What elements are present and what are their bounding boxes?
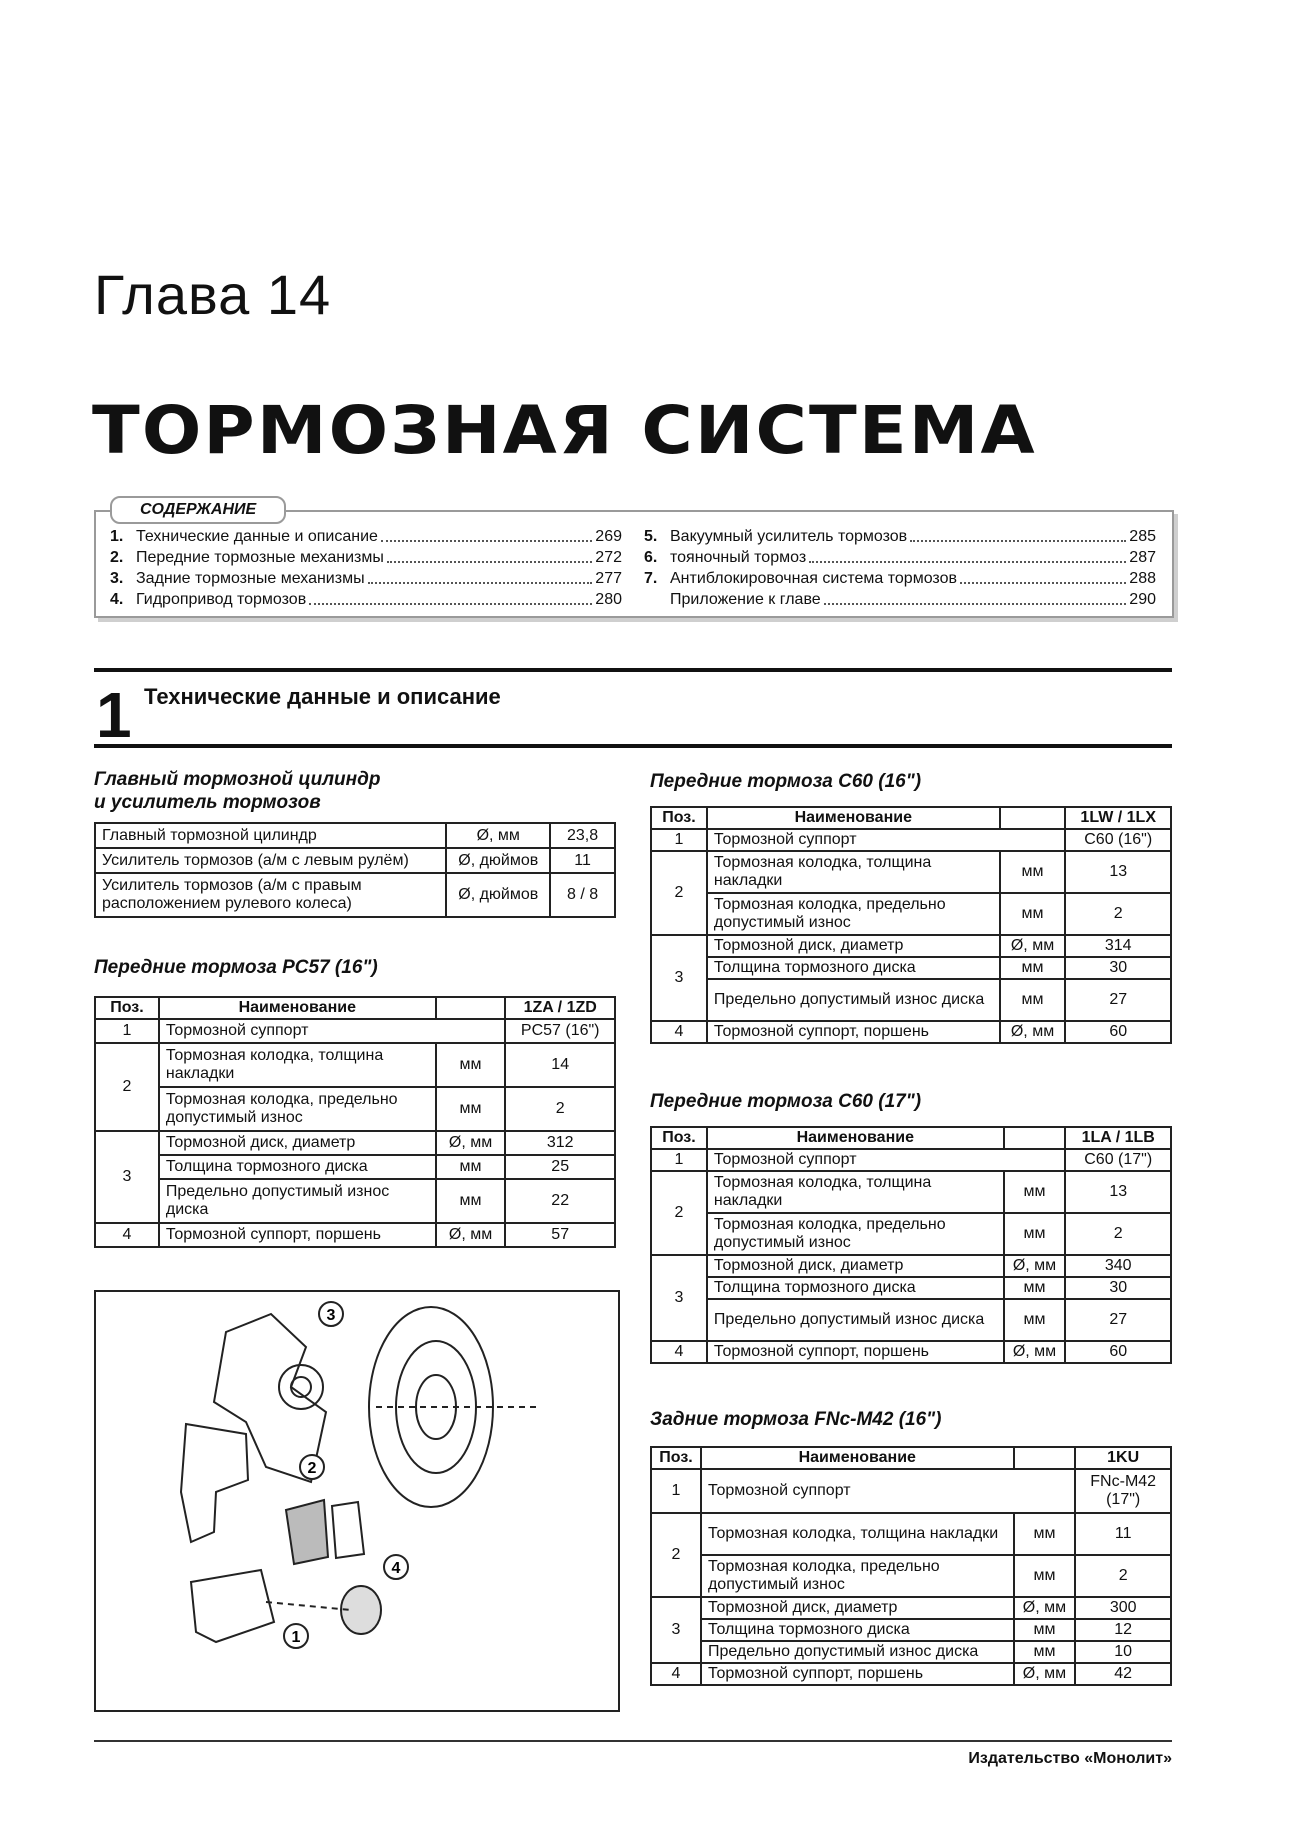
toc-left-column bbox=[110, 526, 622, 610]
publisher: Издательство «Монолит» bbox=[968, 1750, 1172, 1767]
footer-rule bbox=[94, 1740, 1172, 1742]
table-row: Главный тормозной цилиндр Ø, мм 23,8 bbox=[95, 823, 615, 848]
toc-item[interactable]: 4. Гидропривод тормозов 280 bbox=[110, 591, 622, 608]
toc-item[interactable]: Приложение к главе 290 bbox=[670, 591, 1156, 608]
c60-17-heading: Передние тормоза C60 (17") bbox=[650, 1091, 922, 1112]
pc57-heading: Передние тормоза PC57 (16") bbox=[94, 957, 378, 978]
toc-item[interactable]: 3. Задние тормозные механизмы 277 bbox=[110, 570, 622, 587]
pc57-table: Поз. Наименование 1ZA / 1ZD 1 Тормозной суппорт PC57 (16") 2 Тормозная колодка, толщина накладки мм 14 Тормозная колодка, предельно допустимый износ мм 2 3 Тормозной диск, диаметр Ø, мм 312 Толщина тормозного диска мм 25 Предельно допустимый износ диска мм 22 4 Тормозной суппорт, поршень Ø, мм 57 bbox=[94, 996, 616, 1248]
section-title: Технические данные и описание bbox=[144, 684, 501, 709]
brake-pad-shape bbox=[332, 1502, 364, 1558]
table-header-row: Поз. Наименование 1LA / 1LB bbox=[651, 1127, 1171, 1149]
toc-item[interactable]: 7. Антиблокировочная система тормозов 288 bbox=[644, 570, 1156, 587]
rear-brakes-heading: Задние тормоза FNc-M42 (16") bbox=[650, 1409, 942, 1430]
section-bottom-rule bbox=[94, 744, 1172, 748]
brake-exploded-view bbox=[96, 1292, 618, 1710]
callout-1-label: 1 bbox=[291, 1629, 301, 1646]
table-row: Усилитель тормозов (а/м с правым расположением рулевого колеса) Ø, дюймов 8 / 8 bbox=[95, 873, 615, 917]
table-of-contents bbox=[94, 501, 1174, 618]
c60-16-table: Поз. Наименование 1LW / 1LX 1 Тормозной суппорт C60 (16") 2 Тормозная колодка, толщина накладки мм 13 Тормозная колодка, предельно допустимый износ мм 2 3 Тормозной диск, диаметр Ø, мм 314 Толщина тормозного диска мм 30 Предельно допустимый износ диска мм 27 4 Тормозной суппорт, поршень Ø, мм 60 bbox=[650, 806, 1172, 1044]
chapter-title: ТОРМОЗНАЯ СИСТЕМА bbox=[92, 392, 1037, 469]
toc-item[interactable]: 6. тояночный тормоз 287 bbox=[644, 549, 1156, 566]
table-header-row: Поз. Наименование 1ZA / 1ZD bbox=[95, 997, 615, 1019]
master-cylinder-heading: Главный тормозной цилиндр и усилитель тормозов bbox=[94, 769, 381, 813]
callout-3-label: 3 bbox=[326, 1307, 336, 1324]
callout-2-label: 2 bbox=[307, 1460, 317, 1477]
brake-assembly-diagram bbox=[94, 1290, 620, 1712]
c60-17-table: Поз. Наименование 1LA / 1LB 1 Тормозной суппорт C60 (17") 2 Тормозная колодка, толщина накладки мм 13 Тормозная колодка, предельно допустимый износ мм 2 3 Тормозной диск, диаметр Ø, мм 340 Толщина тормозного диска мм 30 Предельно допустимый износ диска мм 27 4 Тормозной суппорт, поршень Ø, мм 60 bbox=[650, 1126, 1172, 1364]
caliper-body-shape bbox=[191, 1570, 274, 1642]
chapter-label: Глава 14 bbox=[94, 263, 332, 326]
toc-item[interactable]: 2. Передние тормозные механизмы 272 bbox=[110, 549, 622, 566]
toc-right-column bbox=[644, 526, 1156, 610]
caliper-bracket-shape bbox=[181, 1424, 248, 1542]
hub-shape bbox=[279, 1365, 323, 1409]
toc-label: СОДЕРЖАНИЕ bbox=[110, 496, 286, 524]
toc-item[interactable]: 5. Вакуумный усилитель тормозов 285 bbox=[644, 528, 1156, 545]
master-cylinder-table bbox=[94, 822, 616, 918]
brake-pad-shape bbox=[286, 1500, 328, 1564]
c60-16-heading: Передние тормоза C60 (16") bbox=[650, 771, 922, 792]
section-top-rule bbox=[94, 668, 1172, 672]
table-header-row: Поз. Наименование 1KU bbox=[651, 1447, 1171, 1469]
callout-4-label: 4 bbox=[391, 1560, 401, 1577]
section-number: 1 bbox=[96, 679, 132, 751]
table-row: Усилитель тормозов (а/м с левым рулём) Ø, дюймов 11 bbox=[95, 848, 615, 873]
table-header-row: Поз. Наименование 1LW / 1LX bbox=[651, 807, 1171, 829]
toc-item[interactable]: 1. Технические данные и описание 269 bbox=[110, 528, 622, 545]
rear-brakes-table: Поз. Наименование 1KU 1 Тормозной суппорт FNc-M42 (17") 2 Тормозная колодка, толщина накладки мм 11 Тормозная колодка, предельно допустимый износ мм 2 3 Тормозной диск, диаметр Ø, мм 300 Толщина тормозного диска мм 12 Предельно допустимый износ диска мм 10 4 Тормозной суппорт, поршень Ø, мм 42 bbox=[650, 1446, 1172, 1686]
